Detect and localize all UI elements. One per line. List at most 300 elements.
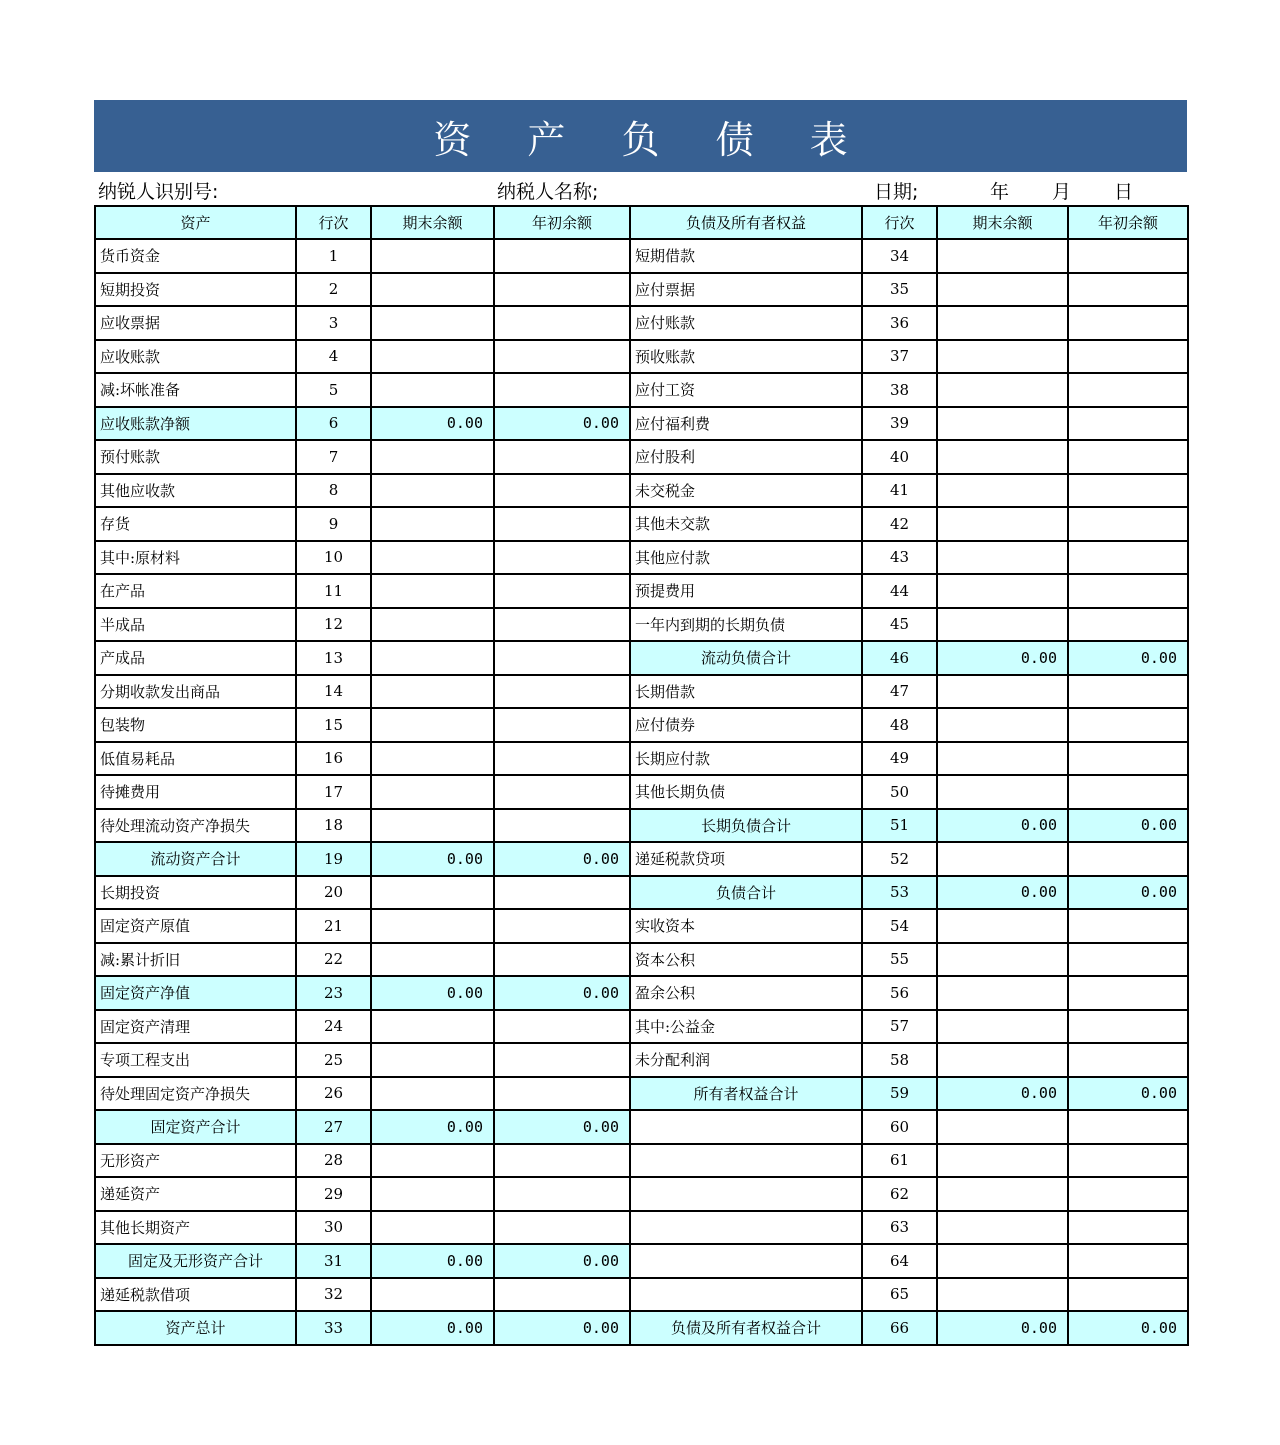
asset-item: 半成品 bbox=[95, 608, 296, 642]
asset-begin-balance[interactable]: 0.00 bbox=[494, 407, 630, 441]
liability-begin-balance[interactable] bbox=[1068, 909, 1188, 943]
liability-line-no: 59 bbox=[862, 1077, 937, 1111]
asset-item: 递延税款借项 bbox=[95, 1278, 296, 1312]
asset-item: 货币资金 bbox=[95, 239, 296, 273]
liability-end-balance[interactable] bbox=[937, 909, 1068, 943]
liability-line-no: 34 bbox=[862, 239, 937, 273]
asset-begin-balance[interactable] bbox=[494, 708, 630, 742]
asset-begin-balance[interactable] bbox=[494, 608, 630, 642]
asset-begin-balance[interactable] bbox=[494, 1043, 630, 1077]
liability-begin-balance[interactable] bbox=[1068, 708, 1188, 742]
asset-item: 递延资产 bbox=[95, 1177, 296, 1211]
table-row bbox=[95, 1010, 1188, 1044]
liability-begin-balance[interactable] bbox=[1068, 373, 1188, 407]
asset-end-balance[interactable] bbox=[371, 943, 494, 977]
balance-sheet bbox=[94, 100, 1187, 1346]
asset-begin-balance[interactable] bbox=[494, 943, 630, 977]
liability-end-balance[interactable] bbox=[937, 340, 1068, 374]
asset-item: 其他长期资产 bbox=[95, 1211, 296, 1245]
table-row bbox=[95, 1211, 1188, 1245]
asset-begin-balance[interactable] bbox=[494, 1144, 630, 1178]
asset-begin-balance[interactable] bbox=[494, 541, 630, 575]
liability-begin-balance[interactable]: 0.00 bbox=[1068, 641, 1188, 675]
liability-line-no: 63 bbox=[862, 1211, 937, 1245]
liability-end-balance[interactable] bbox=[937, 1043, 1068, 1077]
asset-end-balance[interactable] bbox=[371, 1043, 494, 1077]
liability-line-no: 36 bbox=[862, 306, 937, 340]
asset-end-balance[interactable]: 0.00 bbox=[371, 842, 494, 876]
asset-item: 应收票据 bbox=[95, 306, 296, 340]
liability-line-no: 39 bbox=[862, 407, 937, 441]
liability-end-balance[interactable] bbox=[937, 608, 1068, 642]
liability-end-balance[interactable] bbox=[937, 976, 1068, 1010]
asset-end-balance[interactable] bbox=[371, 1278, 494, 1312]
liability-begin-balance[interactable] bbox=[1068, 1043, 1188, 1077]
asset-begin-balance[interactable] bbox=[494, 273, 630, 307]
asset-item: 待处理固定资产净损失 bbox=[95, 1077, 296, 1111]
asset-item: 专项工程支出 bbox=[95, 1043, 296, 1077]
asset-end-balance[interactable] bbox=[371, 574, 494, 608]
asset-item: 存货 bbox=[95, 507, 296, 541]
asset-begin-balance[interactable] bbox=[494, 1278, 630, 1312]
header-end-balance: 期末余额 bbox=[371, 206, 494, 239]
liability-line-no: 46 bbox=[862, 641, 937, 675]
liability-item bbox=[630, 1144, 862, 1178]
liability-line-no: 52 bbox=[862, 842, 937, 876]
asset-line-no: 27 bbox=[296, 1110, 371, 1144]
asset-line-no: 16 bbox=[296, 742, 371, 776]
asset-begin-balance[interactable]: 0.00 bbox=[494, 842, 630, 876]
asset-begin-balance[interactable] bbox=[494, 742, 630, 776]
liability-line-no: 35 bbox=[862, 273, 937, 307]
liability-line-no: 47 bbox=[862, 675, 937, 709]
liability-item: 预收账款 bbox=[630, 340, 862, 374]
asset-line-no: 26 bbox=[296, 1077, 371, 1111]
liability-line-no: 37 bbox=[862, 340, 937, 374]
asset-end-balance[interactable] bbox=[371, 1077, 494, 1111]
asset-end-balance[interactable] bbox=[371, 440, 494, 474]
liability-item: 未分配利润 bbox=[630, 1043, 862, 1077]
liability-line-no: 49 bbox=[862, 742, 937, 776]
liability-line-no: 58 bbox=[862, 1043, 937, 1077]
table-row bbox=[95, 675, 1188, 709]
table-row bbox=[95, 876, 1188, 910]
liability-end-balance[interactable] bbox=[937, 775, 1068, 809]
liability-item: 资本公积 bbox=[630, 943, 862, 977]
table-row bbox=[95, 608, 1188, 642]
liability-line-no: 62 bbox=[862, 1177, 937, 1211]
asset-end-balance[interactable] bbox=[371, 641, 494, 675]
table-row bbox=[95, 1144, 1188, 1178]
liability-begin-balance[interactable] bbox=[1068, 775, 1188, 809]
liability-end-balance[interactable] bbox=[937, 842, 1068, 876]
asset-line-no: 21 bbox=[296, 909, 371, 943]
liability-end-balance[interactable] bbox=[937, 474, 1068, 508]
asset-begin-balance[interactable] bbox=[494, 675, 630, 709]
asset-begin-balance[interactable] bbox=[494, 474, 630, 508]
asset-begin-balance[interactable] bbox=[494, 340, 630, 374]
asset-line-no: 32 bbox=[296, 1278, 371, 1312]
asset-end-balance[interactable]: 0.00 bbox=[371, 1110, 494, 1144]
liability-begin-balance[interactable] bbox=[1068, 1010, 1188, 1044]
liability-line-no: 43 bbox=[862, 541, 937, 575]
asset-begin-balance[interactable]: 0.00 bbox=[494, 976, 630, 1010]
asset-item: 包装物 bbox=[95, 708, 296, 742]
asset-end-balance[interactable] bbox=[371, 809, 494, 843]
liability-item: 递延税款贷项 bbox=[630, 842, 862, 876]
header-line-no: 行次 bbox=[296, 206, 371, 239]
table-row bbox=[95, 708, 1188, 742]
table-row bbox=[95, 1043, 1188, 1077]
liability-item: 长期应付款 bbox=[630, 742, 862, 776]
liability-line-no: 40 bbox=[862, 440, 937, 474]
liability-end-balance[interactable] bbox=[937, 574, 1068, 608]
page-title: 资 产 负 债 表 bbox=[433, 117, 870, 162]
asset-end-balance[interactable]: 0.00 bbox=[371, 976, 494, 1010]
asset-end-balance[interactable] bbox=[371, 306, 494, 340]
liability-end-balance[interactable] bbox=[937, 273, 1068, 307]
liability-end-balance[interactable]: 0.00 bbox=[937, 1311, 1068, 1345]
liability-end-balance[interactable] bbox=[937, 1278, 1068, 1312]
asset-item: 固定及无形资产合计 bbox=[95, 1244, 296, 1278]
asset-end-balance[interactable] bbox=[371, 340, 494, 374]
asset-end-balance[interactable] bbox=[371, 876, 494, 910]
liability-item: 应付股利 bbox=[630, 440, 862, 474]
liability-begin-balance[interactable]: 0.00 bbox=[1068, 1077, 1188, 1111]
liability-item: 应付工资 bbox=[630, 373, 862, 407]
asset-begin-balance[interactable] bbox=[494, 1211, 630, 1245]
asset-end-balance[interactable] bbox=[371, 1010, 494, 1044]
asset-line-no: 9 bbox=[296, 507, 371, 541]
table-row bbox=[95, 842, 1188, 876]
title-bar bbox=[94, 100, 1187, 172]
table-row bbox=[95, 1244, 1188, 1278]
asset-line-no: 12 bbox=[296, 608, 371, 642]
asset-line-no: 1 bbox=[296, 239, 371, 273]
liability-line-no: 42 bbox=[862, 507, 937, 541]
table-row bbox=[95, 541, 1188, 575]
asset-line-no: 30 bbox=[296, 1211, 371, 1245]
table-row bbox=[95, 775, 1188, 809]
table-row bbox=[95, 809, 1188, 843]
asset-item: 待处理流动资产净损失 bbox=[95, 809, 296, 843]
liability-line-no: 56 bbox=[862, 976, 937, 1010]
asset-item: 预付账款 bbox=[95, 440, 296, 474]
liability-begin-balance[interactable]: 0.00 bbox=[1068, 876, 1188, 910]
asset-item: 应收账款净额 bbox=[95, 407, 296, 441]
liability-line-no: 50 bbox=[862, 775, 937, 809]
asset-end-balance[interactable] bbox=[371, 708, 494, 742]
asset-item: 无形资产 bbox=[95, 1144, 296, 1178]
liability-begin-balance[interactable] bbox=[1068, 507, 1188, 541]
liability-end-balance[interactable] bbox=[937, 742, 1068, 776]
asset-item: 固定资产原值 bbox=[95, 909, 296, 943]
liability-line-no: 41 bbox=[862, 474, 937, 508]
asset-begin-balance[interactable] bbox=[494, 306, 630, 340]
asset-end-balance[interactable] bbox=[371, 373, 494, 407]
liability-end-balance[interactable] bbox=[937, 1177, 1068, 1211]
liability-begin-balance[interactable] bbox=[1068, 574, 1188, 608]
asset-begin-balance[interactable] bbox=[494, 775, 630, 809]
asset-begin-balance[interactable] bbox=[494, 1077, 630, 1111]
liability-end-balance[interactable] bbox=[937, 675, 1068, 709]
liability-item: 长期借款 bbox=[630, 675, 862, 709]
asset-begin-balance[interactable] bbox=[494, 809, 630, 843]
liability-line-no: 53 bbox=[862, 876, 937, 910]
asset-item: 短期投资 bbox=[95, 273, 296, 307]
asset-line-no: 13 bbox=[296, 641, 371, 675]
liability-line-no: 38 bbox=[862, 373, 937, 407]
liability-item bbox=[630, 1244, 862, 1278]
liability-begin-balance[interactable] bbox=[1068, 742, 1188, 776]
asset-end-balance[interactable]: 0.00 bbox=[371, 1244, 494, 1278]
asset-end-balance[interactable] bbox=[371, 541, 494, 575]
header-begin-balance-2: 年初余额 bbox=[1068, 206, 1188, 239]
table-row bbox=[95, 306, 1188, 340]
liability-item: 一年内到期的长期负债 bbox=[630, 608, 862, 642]
liability-end-balance[interactable] bbox=[937, 943, 1068, 977]
liability-item: 负债合计 bbox=[630, 876, 862, 910]
liability-item: 实收资本 bbox=[630, 909, 862, 943]
liability-item bbox=[630, 1110, 862, 1144]
table-row bbox=[95, 239, 1188, 273]
liability-begin-balance[interactable] bbox=[1068, 340, 1188, 374]
asset-item: 资产总计 bbox=[95, 1311, 296, 1345]
liability-begin-balance[interactable] bbox=[1068, 273, 1188, 307]
liability-begin-balance[interactable] bbox=[1068, 1244, 1188, 1278]
liability-item: 所有者权益合计 bbox=[630, 1077, 862, 1111]
liability-begin-balance[interactable] bbox=[1068, 976, 1188, 1010]
table-row bbox=[95, 474, 1188, 508]
asset-line-no: 10 bbox=[296, 541, 371, 575]
header-begin-balance: 年初余额 bbox=[494, 206, 630, 239]
asset-line-no: 6 bbox=[296, 407, 371, 441]
liability-line-no: 44 bbox=[862, 574, 937, 608]
asset-end-balance[interactable] bbox=[371, 742, 494, 776]
liability-end-balance[interactable] bbox=[937, 407, 1068, 441]
asset-item: 其他应收款 bbox=[95, 474, 296, 508]
asset-item: 减:累计折旧 bbox=[95, 943, 296, 977]
liability-item: 短期借款 bbox=[630, 239, 862, 273]
asset-end-balance[interactable] bbox=[371, 1211, 494, 1245]
liability-item: 未交税金 bbox=[630, 474, 862, 508]
info-row bbox=[94, 172, 1187, 205]
asset-begin-balance[interactable] bbox=[494, 440, 630, 474]
asset-begin-balance[interactable]: 0.00 bbox=[494, 1110, 630, 1144]
asset-end-balance[interactable] bbox=[371, 474, 494, 508]
asset-end-balance[interactable] bbox=[371, 507, 494, 541]
liability-line-no: 57 bbox=[862, 1010, 937, 1044]
asset-begin-balance[interactable] bbox=[494, 876, 630, 910]
asset-begin-balance[interactable]: 0.00 bbox=[494, 1311, 630, 1345]
asset-begin-balance[interactable] bbox=[494, 1010, 630, 1044]
liability-begin-balance[interactable] bbox=[1068, 239, 1188, 273]
table-row bbox=[95, 1311, 1188, 1345]
liability-end-balance[interactable] bbox=[937, 306, 1068, 340]
asset-line-no: 25 bbox=[296, 1043, 371, 1077]
asset-begin-balance[interactable] bbox=[494, 507, 630, 541]
asset-item: 减:坏帐准备 bbox=[95, 373, 296, 407]
liability-end-balance[interactable]: 0.00 bbox=[937, 876, 1068, 910]
asset-end-balance[interactable]: 0.00 bbox=[371, 407, 494, 441]
header-liabilities-equity: 负债及所有者权益 bbox=[630, 206, 862, 239]
liability-item: 负债及所有者权益合计 bbox=[630, 1311, 862, 1345]
liability-line-no: 64 bbox=[862, 1244, 937, 1278]
asset-line-no: 14 bbox=[296, 675, 371, 709]
table-row bbox=[95, 507, 1188, 541]
asset-line-no: 29 bbox=[296, 1177, 371, 1211]
table-row bbox=[95, 340, 1188, 374]
asset-item: 长期投资 bbox=[95, 876, 296, 910]
asset-begin-balance[interactable] bbox=[494, 641, 630, 675]
asset-begin-balance[interactable]: 0.00 bbox=[494, 1244, 630, 1278]
asset-item: 待摊费用 bbox=[95, 775, 296, 809]
liability-begin-balance[interactable] bbox=[1068, 1110, 1188, 1144]
liability-item: 应付账款 bbox=[630, 306, 862, 340]
asset-item: 固定资产净值 bbox=[95, 976, 296, 1010]
table-row bbox=[95, 407, 1188, 441]
asset-end-balance[interactable] bbox=[371, 1177, 494, 1211]
liability-end-balance[interactable] bbox=[937, 507, 1068, 541]
liability-item: 盈余公积 bbox=[630, 976, 862, 1010]
asset-begin-balance[interactable] bbox=[494, 239, 630, 273]
liability-begin-balance[interactable] bbox=[1068, 675, 1188, 709]
liability-begin-balance[interactable] bbox=[1068, 1211, 1188, 1245]
liability-begin-balance[interactable] bbox=[1068, 474, 1188, 508]
liability-end-balance[interactable] bbox=[937, 440, 1068, 474]
asset-line-no: 15 bbox=[296, 708, 371, 742]
liability-begin-balance[interactable] bbox=[1068, 1278, 1188, 1312]
asset-line-no: 4 bbox=[296, 340, 371, 374]
liability-end-balance[interactable] bbox=[937, 1010, 1068, 1044]
asset-end-balance[interactable]: 0.00 bbox=[371, 1311, 494, 1345]
liability-end-balance[interactable] bbox=[937, 541, 1068, 575]
liability-line-no: 54 bbox=[862, 909, 937, 943]
header-asset: 资产 bbox=[95, 206, 296, 239]
asset-line-no: 23 bbox=[296, 976, 371, 1010]
liability-end-balance[interactable] bbox=[937, 1110, 1068, 1144]
liability-line-no: 61 bbox=[862, 1144, 937, 1178]
liability-line-no: 55 bbox=[862, 943, 937, 977]
asset-line-no: 20 bbox=[296, 876, 371, 910]
liability-line-no: 45 bbox=[862, 608, 937, 642]
asset-line-no: 7 bbox=[296, 440, 371, 474]
year-label: 年 bbox=[990, 181, 1010, 203]
table-row bbox=[95, 742, 1188, 776]
liability-end-balance[interactable]: 0.00 bbox=[937, 1077, 1068, 1111]
asset-begin-balance[interactable] bbox=[494, 909, 630, 943]
table-row bbox=[95, 1177, 1188, 1211]
asset-item: 流动资产合计 bbox=[95, 842, 296, 876]
liability-end-balance[interactable] bbox=[937, 708, 1068, 742]
asset-begin-balance[interactable] bbox=[494, 373, 630, 407]
liability-item: 其他长期负债 bbox=[630, 775, 862, 809]
table-row bbox=[95, 574, 1188, 608]
asset-end-balance[interactable] bbox=[371, 775, 494, 809]
table-row bbox=[95, 1077, 1188, 1111]
liability-begin-balance[interactable] bbox=[1068, 407, 1188, 441]
asset-end-balance[interactable] bbox=[371, 239, 494, 273]
liability-begin-balance[interactable] bbox=[1068, 1144, 1188, 1178]
asset-line-no: 5 bbox=[296, 373, 371, 407]
liability-line-no: 48 bbox=[862, 708, 937, 742]
liability-item: 长期负债合计 bbox=[630, 809, 862, 843]
liability-end-balance[interactable] bbox=[937, 1144, 1068, 1178]
asset-line-no: 8 bbox=[296, 474, 371, 508]
liability-end-balance[interactable] bbox=[937, 1244, 1068, 1278]
liability-item: 其他未交款 bbox=[630, 507, 862, 541]
asset-begin-balance[interactable] bbox=[494, 1177, 630, 1211]
liability-begin-balance[interactable] bbox=[1068, 943, 1188, 977]
liability-begin-balance[interactable] bbox=[1068, 608, 1188, 642]
liability-end-balance[interactable]: 0.00 bbox=[937, 809, 1068, 843]
taxpayer-name-label: 纳税人名称; bbox=[497, 181, 599, 203]
asset-end-balance[interactable] bbox=[371, 675, 494, 709]
asset-item: 应收账款 bbox=[95, 340, 296, 374]
liability-end-balance[interactable] bbox=[937, 239, 1068, 273]
table-row bbox=[95, 909, 1188, 943]
liability-line-no: 60 bbox=[862, 1110, 937, 1144]
liability-begin-balance[interactable] bbox=[1068, 842, 1188, 876]
table-row bbox=[95, 273, 1188, 307]
asset-end-balance[interactable] bbox=[371, 273, 494, 307]
liability-line-no: 65 bbox=[862, 1278, 937, 1312]
asset-end-balance[interactable] bbox=[371, 608, 494, 642]
asset-line-no: 2 bbox=[296, 273, 371, 307]
table-row bbox=[95, 440, 1188, 474]
liability-begin-balance[interactable] bbox=[1068, 440, 1188, 474]
liability-end-balance[interactable]: 0.00 bbox=[937, 641, 1068, 675]
asset-begin-balance[interactable] bbox=[494, 574, 630, 608]
month-label: 月 bbox=[1052, 181, 1072, 203]
asset-end-balance[interactable] bbox=[371, 1144, 494, 1178]
asset-line-no: 17 bbox=[296, 775, 371, 809]
asset-item: 分期收款发出商品 bbox=[95, 675, 296, 709]
liability-end-balance[interactable] bbox=[937, 373, 1068, 407]
liability-begin-balance[interactable] bbox=[1068, 1177, 1188, 1211]
liability-item bbox=[630, 1211, 862, 1245]
asset-end-balance[interactable] bbox=[371, 909, 494, 943]
liability-item: 流动负债合计 bbox=[630, 641, 862, 675]
table-row bbox=[95, 373, 1188, 407]
asset-line-no: 24 bbox=[296, 1010, 371, 1044]
asset-line-no: 11 bbox=[296, 574, 371, 608]
asset-item: 固定资产清理 bbox=[95, 1010, 296, 1044]
liability-begin-balance[interactable]: 0.00 bbox=[1068, 1311, 1188, 1345]
asset-line-no: 3 bbox=[296, 306, 371, 340]
liability-item: 应付债券 bbox=[630, 708, 862, 742]
liability-begin-balance[interactable] bbox=[1068, 306, 1188, 340]
asset-item: 固定资产合计 bbox=[95, 1110, 296, 1144]
asset-item: 在产品 bbox=[95, 574, 296, 608]
table-row bbox=[95, 1278, 1188, 1312]
asset-line-no: 19 bbox=[296, 842, 371, 876]
table-row bbox=[95, 1110, 1188, 1144]
liability-line-no: 51 bbox=[862, 809, 937, 843]
asset-item: 低值易耗品 bbox=[95, 742, 296, 776]
liability-begin-balance[interactable] bbox=[1068, 541, 1188, 575]
liability-item: 应付福利费 bbox=[630, 407, 862, 441]
liability-end-balance[interactable] bbox=[937, 1211, 1068, 1245]
liability-item: 其中:公益金 bbox=[630, 1010, 862, 1044]
asset-line-no: 33 bbox=[296, 1311, 371, 1345]
asset-line-no: 28 bbox=[296, 1144, 371, 1178]
date-label: 日期; bbox=[874, 181, 919, 203]
header-row bbox=[95, 206, 1188, 239]
liability-item: 预提费用 bbox=[630, 574, 862, 608]
liability-begin-balance[interactable]: 0.00 bbox=[1068, 809, 1188, 843]
asset-line-no: 31 bbox=[296, 1244, 371, 1278]
